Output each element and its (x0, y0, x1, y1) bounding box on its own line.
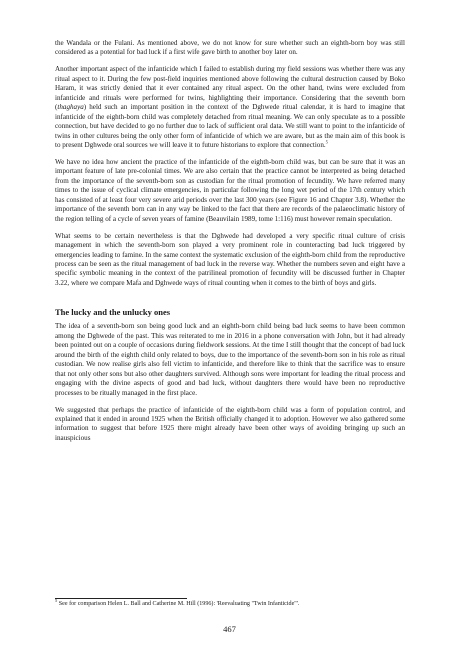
body-text (55, 39, 405, 451)
footnote-reference: 5 (325, 139, 328, 145)
italic-term: thaghaya (57, 103, 84, 112)
section-heading: The lucky and the unlucky ones (55, 307, 171, 318)
paragraph-3: We have no idea how ancient the practice of the infanticide of the eighth-born child was, but can be sure that it was an important feature of late pre-colonial times. We are also certain that the practice cannot be interpreted as being detached from the importance of the seventh-born son as custodian for the ritual promotion of fecundity. We have referred many times to the issue of cyclical climate emergencies, in particular following the long wet period of the 17th century which has consisted of at least four very severe arid periods over the last 300 years (see Figure 16 and Chapter 3.8). Whether the importance of the seventh born can in any way be linked to the fact that there are records of the palaeoclimatic history of the region telling of a cycle of seven years of famine (Beauvilain 1989, tome 1:116) must however remain speculation. (55, 157, 405, 223)
footnote-number: 5 (55, 598, 58, 603)
paragraph-2: Another important aspect of the infanticide which I failed to establish during my field sessions was whether there was any ritual aspect to it. During the few post-field inquiries mentioned above following the cultural destruction caused by Boko Haram, it was strictly denied that it ever contained any ritual aspect. On the other hand, twins were excluded from infanticide and rituals were performed for twins, highlighting their importance. Considering that the seventh born (thaghaya) held such an important position in the context of the Dghwede ritual calendar, it is hard to imagine that infanticide of the eighth-born child was completely detached from ritual meaning. We can only speculate as to a possible connection, but have decided to go no further due to lack of sufficient oral data. We still want to point to the infanticide of twins in other cultures being the only other form of infanticide of which we are aware, but as the main aim of this book is to present Dghwede oral sources we will leave it to future historians to explore that connection.$^5$ (55, 65, 405, 150)
paragraph-1: the Wandala or the Fulani. As mentioned above, we do not know for sure whether such an eighth-born boy was still considered as a potential for bad luck if a first wife gave birth to another boy later on. (55, 39, 405, 57)
footnote-text: See for comparison Helen L. Ball and Catherine M. Hill (1996): 'Reevaluating "Twin Infanticide"'. (58, 601, 300, 608)
paragraph-5: The idea of a seventh-born son being good luck and an eighth-born child being bad luck seems to have been common among the Dghwede of the past. This was reiterated to me in 2016 in a phone conversation with John, but it had already been pointed out on a couple of occasions during fieldwork sessions. At the time I still thought that the concept of bad luck around the birth of the eighth child only related to boys, due to the importance of the seventh-born son in his role as ritual custodian. We now realise girls also fell victim to infanticide, and therefore like to think that the sacrifice was to ensure that not only other sons but also other daughters survived. Although sons were important for leading the ritual process and engaging with the divine aspects of good and bad luck, without daughters there would have been no reproductive processes to be ritually managed in the first place. (55, 322, 405, 397)
paragraph-4: What seems to be certain nevertheless is that the Dghwede had developed a very specific ritual culture of crisis management in which the seventh-born son played a very prominent role in counteracting bad luck triggered by emergencies leading to famine. In the same context the systematic exclusion of the eighth-born child from the reproductive process can be seen as the ritual management of bad luck in the reverse way. Whether the numbers seven and eight have a specific symbolic meaning in the context of the patrilineal promotion of fecundity will be discussed further in Chapter 3.22, where we compare Mafa and Dghwede ways of ritual counting when it comes to the birth of boys and girls. (55, 231, 405, 287)
page-number: 467 (223, 624, 236, 634)
paragraph-6: We suggested that perhaps the practice of infanticide of the eighth-born child was a form of population control, and explained that it ended in around 1925 when the British officially changed it to adoption. However we also gathered some information to suggest that before 1925 there might already have been other ways of avoiding bringing up such an inauspicious (55, 405, 405, 442)
footnote-rule (55, 598, 187, 599)
footnote (55, 598, 405, 609)
footnote-area (55, 598, 405, 609)
